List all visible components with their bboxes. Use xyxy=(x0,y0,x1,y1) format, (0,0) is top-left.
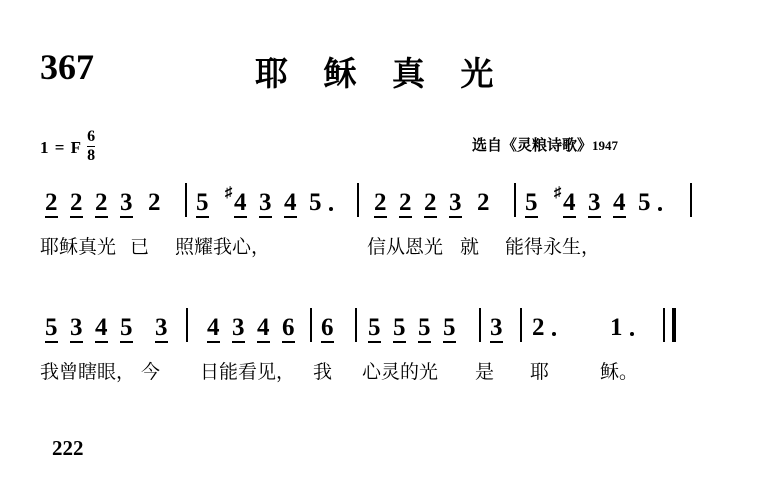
lyric-text: 信从恩光 xyxy=(367,236,444,258)
note-5: 5 xyxy=(45,314,58,341)
sharp-accidental-icon: ♯ xyxy=(554,185,562,201)
barline xyxy=(520,308,522,342)
barline xyxy=(186,308,188,342)
barline xyxy=(185,183,187,217)
note-2: 2 xyxy=(532,314,545,341)
note-5: 5 xyxy=(443,314,456,341)
time-signature-denominator: 8 xyxy=(87,147,96,164)
note-3: 3 xyxy=(259,189,272,216)
note-6: 6 xyxy=(282,314,295,341)
augmentation-dot xyxy=(552,332,556,336)
note-3: 3 xyxy=(490,314,503,341)
barline xyxy=(479,308,481,342)
note-4: 4 xyxy=(613,189,626,216)
lyric-text: 稣。 xyxy=(600,361,639,383)
page-number: 222 xyxy=(52,436,84,460)
song-title: 耶 稣 真 光 xyxy=(255,54,506,93)
augmentation-dot xyxy=(329,207,333,211)
note-5: 5 xyxy=(309,189,322,216)
note-2: 2 xyxy=(374,189,387,216)
time-signature xyxy=(87,129,95,164)
note-5: 5 xyxy=(368,314,381,341)
barline xyxy=(355,308,357,342)
note-2: 2 xyxy=(399,189,412,216)
lyric-text: 耶稣真光 xyxy=(40,236,117,258)
note-3: 3 xyxy=(232,314,245,341)
lyric-text: 耶 xyxy=(530,361,550,383)
lyric-text: 已 xyxy=(130,236,150,258)
lyric-text: 心灵的光 xyxy=(362,361,439,383)
note-5: 5 xyxy=(418,314,431,341)
lyric-text: 能得永生， xyxy=(505,236,601,258)
barline xyxy=(357,183,359,217)
time-signature-numerator: 6 xyxy=(87,128,96,145)
note-4: 4 xyxy=(95,314,108,341)
note-5: 5 xyxy=(120,314,133,341)
note-2: 2 xyxy=(424,189,437,216)
note-4: 4 xyxy=(207,314,220,341)
lyric-text: 我曾瞎眼， xyxy=(40,361,136,383)
note-5: 5 xyxy=(525,189,538,216)
note-2: 2 xyxy=(45,189,58,216)
augmentation-dot xyxy=(630,332,634,336)
lyric-text: 是 xyxy=(475,361,495,383)
key-signature xyxy=(40,130,95,165)
lyric-text: 照耀我心， xyxy=(175,236,271,258)
note-1: 1 xyxy=(610,314,623,341)
note-6: 6 xyxy=(321,314,334,341)
augmentation-dot xyxy=(658,207,662,211)
key-label: 1 = F xyxy=(40,137,83,157)
note-3: 3 xyxy=(449,189,462,216)
lyric-text: 就 xyxy=(460,236,480,258)
note-5: 5 xyxy=(638,189,651,216)
note-4: 4 xyxy=(257,314,270,341)
source-attribution xyxy=(472,134,618,155)
lyric-text: 我 xyxy=(313,361,333,383)
note-2: 2 xyxy=(148,189,161,216)
note-3: 3 xyxy=(120,189,133,216)
source-year: 1947 xyxy=(592,138,619,153)
barline xyxy=(310,308,312,342)
barline xyxy=(514,183,516,217)
lyric-text: 今 xyxy=(141,361,161,383)
note-3: 3 xyxy=(588,189,601,216)
note-2: 2 xyxy=(95,189,108,216)
sharp-accidental-icon: ♯ xyxy=(225,185,233,201)
note-4: 4 xyxy=(234,189,247,216)
song-number: 367 xyxy=(40,47,94,87)
lyric-text: 日能看见， xyxy=(200,361,296,383)
barline xyxy=(663,308,665,342)
note-4: 4 xyxy=(284,189,297,216)
note-2: 2 xyxy=(70,189,83,216)
note-3: 3 xyxy=(70,314,83,341)
note-3: 3 xyxy=(155,314,168,341)
barline xyxy=(690,183,692,217)
note-5: 5 xyxy=(393,314,406,341)
note-4: 4 xyxy=(563,189,576,216)
note-5: 5 xyxy=(196,189,209,216)
barline xyxy=(672,308,676,342)
note-2: 2 xyxy=(477,189,490,216)
source-text: 选自《灵粮诗歌》 xyxy=(472,136,593,154)
